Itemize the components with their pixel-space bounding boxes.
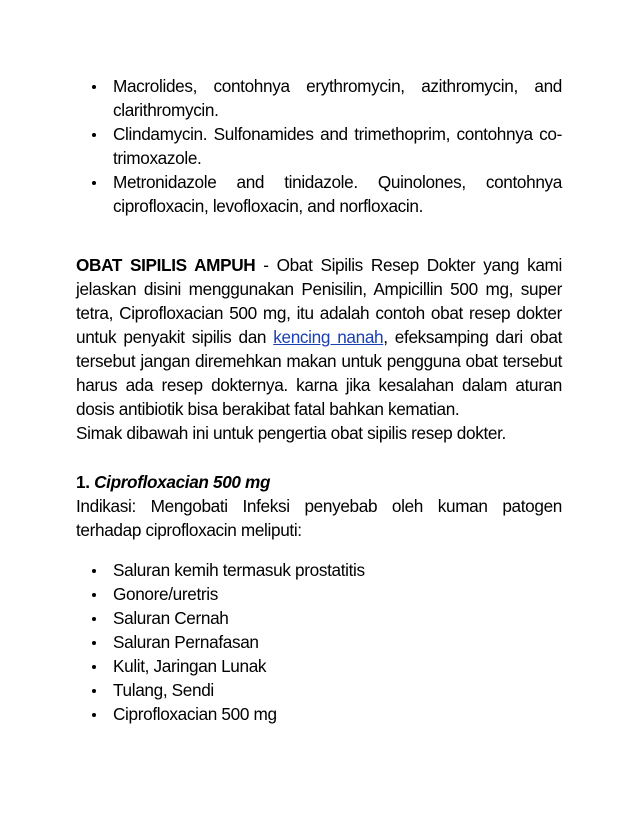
spacer <box>76 542 562 558</box>
indication-list <box>76 558 562 726</box>
intro-paragraph <box>76 253 562 421</box>
intro-text: - Obat Sipilis Resep Dokter yang kami jelaskan disini menggunakan Penisilin, Ampicillin 500 mg, super tetra, Ciprofloxacian 500 mg, itu adalah contoh obat resep dokter untuk penyakit sipilis dan <box>76 255 562 347</box>
intro-bold-lead: OBAT SIPILIS AMPUH <box>76 255 256 275</box>
spacer <box>76 218 562 253</box>
list-item: Macrolides, contohnya erythromycin, azithromycin, and clarithromycin. <box>76 74 562 122</box>
antibiotic-class-list <box>76 74 562 218</box>
intro-closing: Simak dibawah ini untuk pengertia obat sipilis resep dokter. <box>76 423 506 443</box>
list-item: Gonore/uretris <box>76 582 562 606</box>
intro-text-continued: , efeksamping dari obat tersebut jangan diremehkan makan untuk pengguna obat tersebut harus ada resep dokternya. karna jika kesalahan dalam aturan dosis antibiotik bisa berakibat fatal bahkan kematian. <box>76 327 562 419</box>
list-item: Saluran Pernafasan <box>76 630 562 654</box>
section-heading <box>76 470 562 494</box>
section-number: 1. <box>76 472 90 492</box>
section-title: Ciprofloxacian 500 mg <box>94 472 271 492</box>
list-item: Kulit, Jaringan Lunak <box>76 654 562 678</box>
kencing-nanah-link[interactable]: kencing nanah <box>273 327 384 347</box>
list-item: Tulang, Sendi <box>76 678 562 702</box>
list-item: Ciprofloxacian 500 mg <box>76 702 562 726</box>
indication-paragraph: Indikasi: Mengobati Infeksi penyebab oleh kuman patogen terhadap ciprofloxacin meliputi: <box>76 496 562 540</box>
list-item: Metronidazole and tinidazole. Quinolones, contohnya ciprofloxacin, levofloxacin, and norfloxacin. <box>76 170 562 218</box>
list-item: Saluran Cernah <box>76 606 562 630</box>
list-item: Clindamycin. Sulfonamides and trimethoprim, contohnya co-trimoxazole. <box>76 122 562 170</box>
document-page <box>76 74 562 726</box>
list-item: Saluran kemih termasuk prostatitis <box>76 558 562 582</box>
spacer <box>76 445 562 470</box>
